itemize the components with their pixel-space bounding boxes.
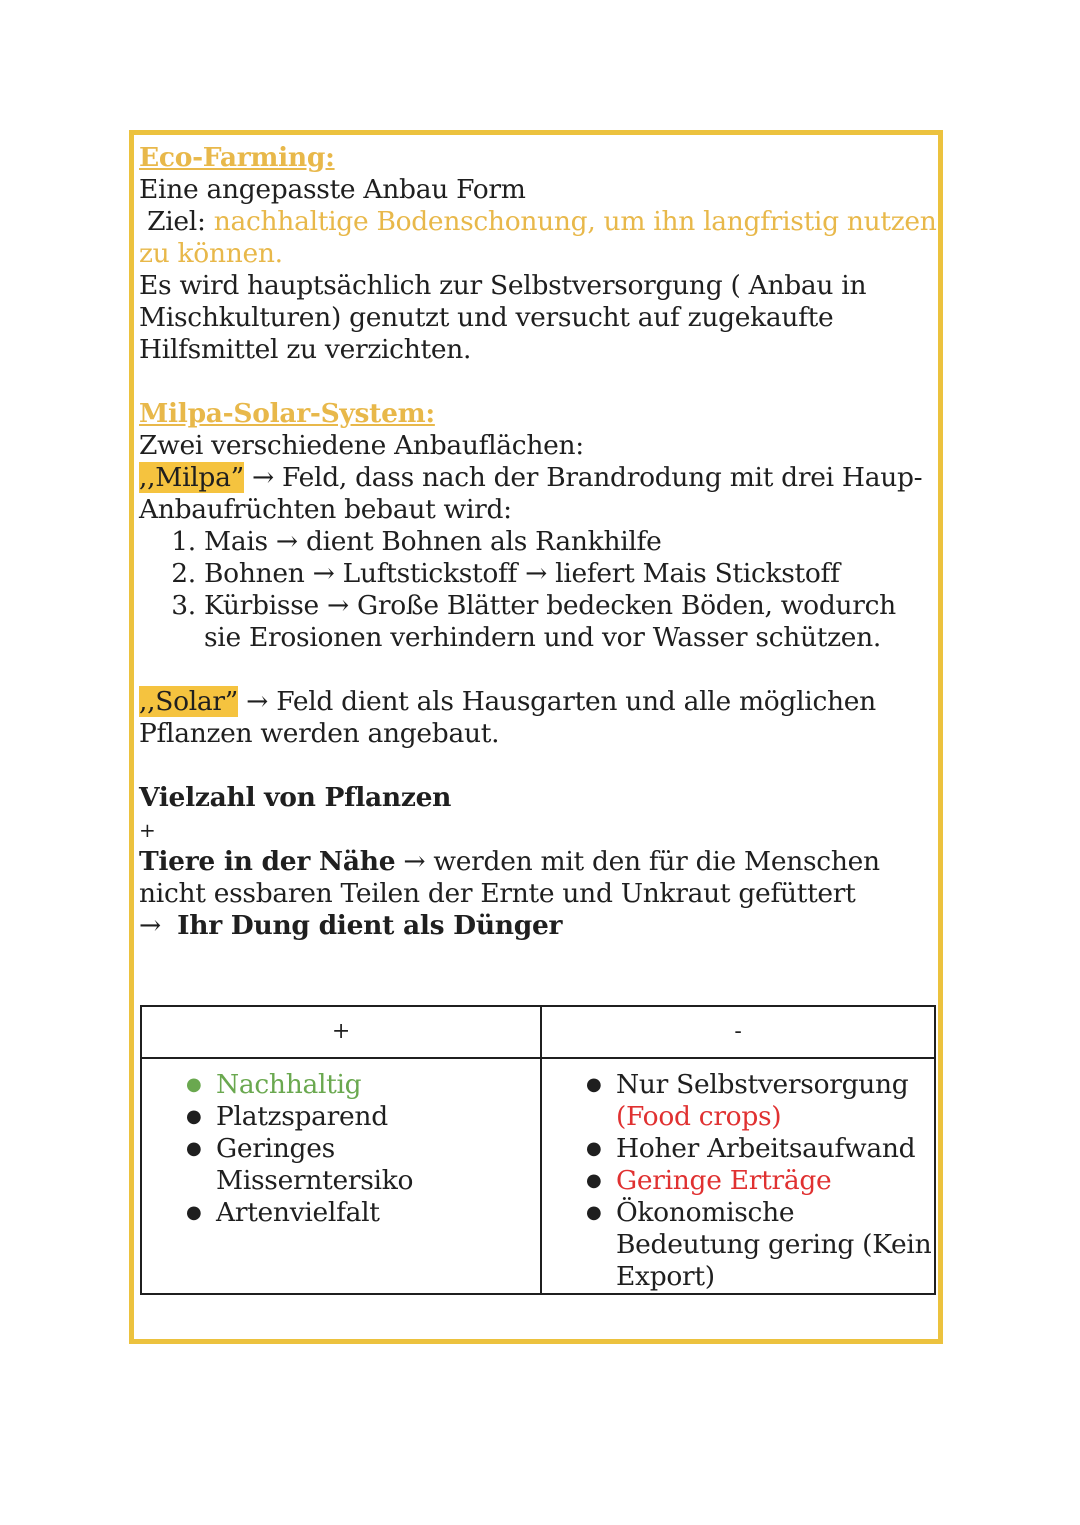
pro-item: ● Artenvielfalt (142, 1197, 540, 1229)
crop-list (139, 526, 939, 654)
eco-farming-goal (139, 206, 939, 270)
pros-cons-table (140, 1005, 936, 1295)
pros-list (142, 1059, 540, 1229)
pro-item: ● Platzsparend (142, 1101, 540, 1133)
animals-line (139, 846, 939, 910)
goal-text: nachhaltige Bodenschonung, um ihn langfristig nutzen zu können. (139, 206, 937, 269)
dung-line (139, 910, 939, 942)
cons-header: - (541, 1006, 935, 1058)
arrow-icon: → (139, 910, 161, 941)
con-item (542, 1069, 934, 1133)
pro-item: ● Geringes Misserntersiko (142, 1133, 540, 1197)
dung-bold: Ihr Dung dient als Dünger (177, 910, 563, 941)
animals-bold: Tiere in der Nähe (139, 846, 396, 877)
plus-line: + (139, 818, 156, 842)
solar-term: ,,Solar” (139, 686, 239, 717)
solar-text: → Feld dient als Hausgarten und alle möglichen Pflanzen werden angebaut. (139, 686, 876, 749)
con-text: Nur Selbstversorgung (616, 1069, 909, 1100)
pro-item: ● Nachhaltig (142, 1069, 540, 1101)
solar-definition (139, 686, 939, 750)
con-item: ● Geringe Erträge (542, 1165, 934, 1197)
cons-list (542, 1059, 934, 1293)
milpa-term: ,,Milpa” (139, 462, 244, 493)
goal-label: Ziel: (147, 206, 206, 237)
con-item: ● Ökonomische Bedeutung gering (Kein Export) (542, 1197, 934, 1293)
plants-line: Vielzahl von Pflanzen (139, 782, 452, 813)
animals-text: → werden mit den für die Menschen nicht essbaren Teilen der Ernte und Unkraut gefüttert (139, 846, 880, 909)
milpa-solar-heading: Milpa-Solar-System: (139, 398, 435, 429)
milpa-text: → Feld, dass nach der Brandrodung mit drei Haup-Anbaufrüchten bebaut wird: (139, 462, 923, 525)
pros-header: + (141, 1006, 541, 1058)
crop-item: 3. Kürbisse → Große Blätter bedecken Böden, wodurch sie Erosionen verhindern und vor Wasser schützen. (204, 590, 939, 654)
pros-cell (141, 1058, 541, 1294)
con-text-red: (Food crops) (616, 1101, 782, 1132)
eco-farming-description: Es wird hauptsächlich zur Selbstversorgung ( Anbau in Mischkulturen) genutzt und versucht auf zugekaufte Hilfsmittel zu verzichten. (139, 270, 867, 365)
document-body (139, 142, 939, 942)
crop-item: 2. Bohnen → Luftstickstoff → liefert Mais Stickstoff (204, 558, 939, 590)
crop-item: 1. Mais → dient Bohnen als Rankhilfe (204, 526, 939, 558)
eco-farming-line1: Eine angepasste Anbau Form (139, 174, 526, 205)
cons-cell (541, 1058, 935, 1294)
eco-farming-heading: Eco-Farming: (139, 142, 335, 173)
milpa-solar-intro: Zwei verschiedene Anbauflächen: (139, 430, 584, 461)
milpa-definition (139, 462, 939, 526)
con-item: ● Hoher Arbeitsaufwand (542, 1133, 934, 1165)
